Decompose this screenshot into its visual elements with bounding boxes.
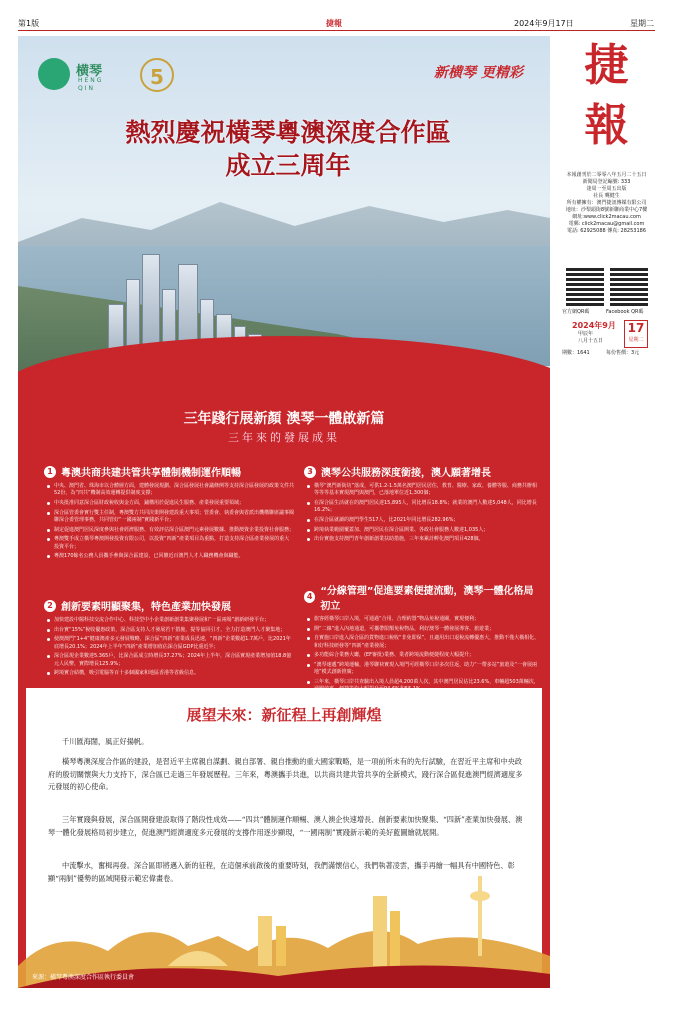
website-qr-code[interactable] xyxy=(566,268,604,306)
info-line: 網址:www.click2macau.com xyxy=(572,214,641,220)
page-header-bar xyxy=(18,16,655,31)
landmark-skyline-illustration xyxy=(18,856,550,988)
section-title: 三年踐行展新顏 澳琴一體啟新篇 xyxy=(183,411,385,427)
outlook-paragraph: 中流擊水，奮楫再發。深合區即將邁入新的征程，在這個承前啟後的重要時刻，我們滿懷信心，我們執著凌雲，攜手再繪一幅具有中國特色、彰顯“兩制”優勢的區域開發示範宏偉畫卷。 xyxy=(48,861,515,883)
paper-name-small: 捷報 xyxy=(326,19,342,28)
qr2-label: Facebook QR碼 xyxy=(606,309,644,315)
lunar-date xyxy=(578,331,603,345)
item-point: 跨境實合結構，吸引電腦等百十多個國家和地區香港等省級信息。 xyxy=(54,670,294,677)
item-point: 旅客經橫琴口岸入境，可通過“合用、合理約置”物品免稅通關，實現便利； xyxy=(314,616,540,623)
outlook-title: 展望未來：新征程上再創輝煌 xyxy=(186,706,382,724)
item-point: 自實施口岸進入深合區的貨物進口稅收“非免即保”，且適用出口退稅流轉優惠大，推動不僅大橫相化、和好科技研發等“四新”產業發展； xyxy=(314,635,540,649)
masthead-char-2: 報 xyxy=(584,100,629,151)
info-line: 電話: 62925088 傳真: 28253186 xyxy=(566,228,647,234)
item-point: 深合區現企業數達5.365戶，比深合區成立時增長37.27%；2024年上半年，深合區實現產業增加值18.8億元人民幣，實際增長125.9%； xyxy=(54,653,294,668)
item-point: 在深合區就讀的澳門學生517人，比2021年同比增長282.96%； xyxy=(314,517,540,524)
source-credit: 來源：橫琴粵澳深度合作區執行委員會 xyxy=(32,974,135,981)
facebook-qr-code[interactable] xyxy=(610,268,648,306)
item-number: 1 xyxy=(44,466,56,478)
logo-name: 横琴 xyxy=(76,64,103,79)
day-box xyxy=(624,320,648,348)
headline-line-2: 成立三周年 xyxy=(225,151,351,180)
masthead xyxy=(558,36,655,356)
info-line: 所有權擁有：澳門捷訊傳媒有限公司 xyxy=(566,200,647,206)
poster-headline xyxy=(118,116,458,182)
logo-sub: HENG QIN xyxy=(78,77,104,92)
info-line: 地址：沙梨頭街8號新聯商業中心7樓 xyxy=(565,207,648,213)
item-point: 中央批准同意深合區財政稅收與金方面，鋪構用於促進民生服務、產業發展重要領域； xyxy=(54,500,294,507)
masthead-title xyxy=(558,36,655,156)
info-line: 本報創刊於二零零八年五月二十五日 xyxy=(566,172,647,178)
item-title: “分線管理”促進要素便捷流動，澳琴一體化格局初立 xyxy=(320,586,534,612)
header-weekday: 星期二 xyxy=(630,19,654,28)
item-number: 2 xyxy=(44,600,56,612)
outlook-paragraph: 三年實踐與發展，深合區開發建設取得了階段性成效——“四共”體制運作順暢、澳人澳企快速增長、創新要素加快聚集、“四新”產業加快發展、澳琴一體化發展格局初步建立，促進澳門經濟適度多元發展的支撐作用逐步顯現，“一國兩制”實踐新示範的美好藍圖繪就展開。 xyxy=(48,815,523,837)
achievement-4 xyxy=(304,582,540,696)
issue-number: 期數：1641 xyxy=(562,350,590,356)
info-line: 社長 龔健生 xyxy=(593,193,620,199)
date-month: 2024年9月 xyxy=(572,321,616,330)
day-number: 17 xyxy=(627,321,645,335)
headline-line-1: 熱烈慶祝橫琴粵澳深度合作區 xyxy=(125,118,451,147)
info-line: 新聞局登記編號: 333 xyxy=(582,179,631,185)
item-title: 創新要素明顯聚集，特色產業加快發展 xyxy=(61,602,231,613)
item-point: 出台實“15%”稅收優惠政策，深合區支持人才發展若干措施，提等協同引才，全力打造澳門人才聚集地； xyxy=(54,627,294,634)
item-point: 在深合區生活就在的澳門居民達15,895人，同比增長18.8%；就業的澳門人數達5,048人，同比增長16.2%； xyxy=(314,500,540,515)
item-point: 跨境執業範圍覆蓋加、澳門居民在深合區開業、各政社會服務人數達1,035人； xyxy=(314,527,540,534)
item-number: 3 xyxy=(304,466,316,478)
info-line: 電郵: click2macau@gmail.com xyxy=(568,221,645,227)
item-point: 制定促進澳門居民深度參與社會經濟服務、有效評估深合區澳門元素發展數據、推動澳資企業投資社會服務； xyxy=(54,526,295,533)
lunar-year: 甲辰年 xyxy=(578,331,594,337)
item-point: 深合區管委會實行雙主任制，粵澳雙方共同決策開發建設重大事項；管委會、執委會與省派出機構聯席議事閱聯深合委管理事務，共同管好“一國兩制”實踐新平台； xyxy=(54,509,295,523)
issue-price: 每份售價：3元 xyxy=(606,350,640,356)
qr1-label: 官方網QR碼 xyxy=(562,309,590,315)
day-weekday: 星期二 xyxy=(628,337,644,343)
item-title: 澳琴公共服務深度銜接，澳人願著增長 xyxy=(321,468,491,479)
section-subtitle: 三年來的發展成果 xyxy=(228,431,340,444)
achievement-3 xyxy=(304,464,540,546)
item-point: “澳琴速遞”跨境運輸，港琴聯袂實現入境門可經橫琴口岸多次往返，助力“一帶多站”旅遊及“一會展兩地”模式創新推廣； xyxy=(314,662,540,677)
hengqin-logo xyxy=(38,58,178,96)
item-point: 三年來，橫琴口岸共查驗出入境人員超4,200萬人次，其中澳門居民佔比23.6%，車輛超503萬輛次， xyxy=(314,679,540,694)
achievement-1 xyxy=(44,464,294,563)
hengqin-emblem-icon xyxy=(38,58,70,90)
item-point: 加快建設中醫科技交流合作中心、科技型中小企業創新創業集聚發展和“一區兩場”創新研發平台； xyxy=(54,617,294,624)
anniversary-poster xyxy=(18,36,550,988)
item-number: 4 xyxy=(304,591,315,603)
outlook-paragraph: 橫琴粵澳深度合作區的建設，是習近平主席親自謀劃、親自部署、親自推動的重大國家戰略，是一項前所未有的先行試驗，在習近平主席和中央政府的殷切關懷與大力支持下，深合區已走過三年發展歷程。三年來，粵澳攜手共進，以共商共建共管共享的全新模式，踐行深合區促進澳門經濟適度多元發展的初心使命。 xyxy=(48,757,523,791)
outlook-paragraph: 千川匯海闊，風正好揚帆。 xyxy=(62,737,149,746)
item-point: 出台實施支持澳門青年創新創業扶助措施，三年來累計孵化澳門項目428個。 xyxy=(314,536,540,543)
poster-red-wave xyxy=(18,336,550,476)
item-title: 粵澳共商共建共管共享體制機制運作順暢 xyxy=(61,468,241,479)
item-point: 使澳澳門“1+4”健康澳產多元發展戰略，深合區“四新”產業成長迅速，“四新”企業數超1.7萬戶，比2021年底增長20.1%；2024年上半年“四新”產業增加值佔深合區GDP比重近半； xyxy=(54,636,294,651)
masthead-char-1: 捷 xyxy=(584,40,629,91)
item-point: 中央、澳門省、珠海市以合體層方面，建體發展規劃、深合區發展社會議條例等支持深合區發展的政策文件共52份，為“四共”機制高效運轉提供制度支撐； xyxy=(54,483,295,497)
item-point: 粵澳170餘名公務人員攜手參與深合區建設，已回饋近百澳門人才人職務機會與職能。 xyxy=(54,553,294,560)
lunar-day: 八月十五日 xyxy=(578,338,604,344)
masthead-date xyxy=(558,318,655,364)
achievement-2 xyxy=(44,598,294,680)
item-point: 多功能綜合業務大廳，(EF審批)業務、業者跨境流動便捷程度大幅提升； xyxy=(314,652,540,659)
item-point: 橫琴“澳門新街坊”落成，可供1.2-1.5萬名澳門居民居住，教育、醫療、家政、養體等服、商務共辦相等等等基本實現澳門與澳門，已落地單位近1,300個； xyxy=(314,483,540,498)
masthead-info xyxy=(558,172,655,235)
edition-label: 第1版 xyxy=(18,19,40,28)
poster-slogan: 新横琴 更精彩 xyxy=(434,65,523,81)
anniversary-badge: 5 xyxy=(140,58,174,92)
item-point: 粵澳雙手成立橫琴粵澳開發投資有限公司，以投資“四新”產業項目為重點，打造支持深合區產業發展的重大投資平台； xyxy=(54,536,294,551)
item-point: 開“二線”進入內地通道，可攜帶限額免稅物品，利好澳琴一體發展導客、旅遊業； xyxy=(314,626,540,633)
header-date: 2024年9月17日 xyxy=(514,19,574,28)
info-line: 逢周一至周五出版 xyxy=(586,186,627,192)
